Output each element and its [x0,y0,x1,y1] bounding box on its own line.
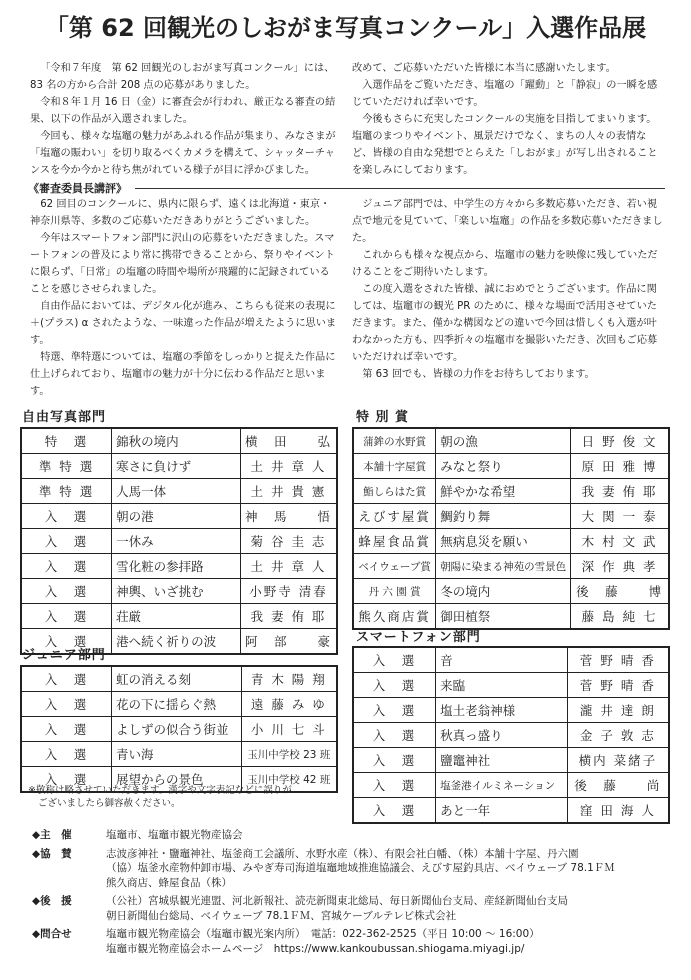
award-row [21,428,337,454]
photographer-name: 窪 田 海 人 [567,798,669,824]
award-row [353,529,669,554]
award-row [353,723,669,748]
award-rank: 本舗十字屋賞 [353,454,436,479]
info-row [32,847,672,891]
intro-paragraph: 令和８年１月 16 日（金）に審査会が行われ、厳正なる審査の結果、以下の作品が入選されました。 [30,97,336,125]
info-line: 志波彦神社・鹽竈神社、塩釜商工会議所、水野水産（株）、有限会社白幡、（株）本舗十字屋、丹六園 [106,847,579,860]
work-title: 錦秋の境内 [112,428,241,454]
award-rank: 入 選 [21,692,111,717]
photographer-name: 深 作 典 孝 [571,554,669,579]
photographer-name: 大 関 一 泰 [571,504,669,529]
review-paragraph: これからも様々な視点から、塩竈市の魅力を映像に残していただけることをご期待いたします。 [352,250,658,278]
photographer-name: 瀧 井 達 朗 [567,698,669,723]
award-row [353,428,669,454]
award-rank: 入 選 [21,666,111,692]
smartphone-table [352,646,670,824]
photographer-name: 菅 野 晴 香 [567,647,669,673]
photographer-name: 我 妻 侑 耶 [240,604,337,629]
info-value [106,927,672,956]
award-rank: 入 選 [21,629,112,655]
work-title: 音 [436,647,568,673]
special-category-heading: 特 別 賞 [356,410,410,425]
info-value [106,828,672,843]
photographer-name: 我 妻 侑 耶 [571,479,669,504]
photographer-name: 小野寺 清春 [240,579,337,604]
info-label: ◆主 催 [32,829,72,841]
work-title: 人馬一体 [112,479,241,504]
award-rank: 入 選 [21,717,111,742]
photographer-name: 横 田 弘 [240,428,337,454]
award-rank: 熊久商店賞 [353,604,436,630]
intro-paragraph: 改めて、ご応募いただいた皆様に本当に感謝いたします。 [352,63,616,74]
info-line: 塩竈市、塩竈市観光物産協会 [106,829,243,841]
page-title: 「第 62 回観光のしおがま写真コンクール」入選作品展 [44,14,647,42]
award-rank: 入 選 [21,579,112,604]
work-title: 荘厳 [112,604,241,629]
review-paragraph: 自由作品においては、デジタル化が進み、こちらも従来の表現に＋(プラス) α されたような、一味違った作品が増えたように思います。 [30,301,337,346]
info-line: （公社）宮城県観光連盟、河北新報社、読売新聞東北総局、毎日新聞仙台支局、産経新聞仙台支局 [106,895,568,907]
photographer-name: 神 馬 悟 [240,504,337,529]
photographer-name: 横内 菜緒子 [567,748,669,773]
award-row [21,604,337,629]
work-title: 朝の港 [112,504,241,529]
award-rank: 入 選 [21,604,112,629]
work-title: 御田植祭 [436,604,571,630]
award-row [353,647,669,673]
award-row [21,692,337,717]
work-title: 青い海 [111,742,241,767]
work-title: みなと祭り [436,454,571,479]
work-title: 来臨 [436,673,568,698]
review-paragraph: 62 回目のコンクールに、県内に限らず、遠くは北海道・東京・神奈川県等、多数のご応募いただきありがとうございました。 [30,199,331,227]
special-table [352,427,670,630]
award-rank: 準 特 選 [21,454,112,479]
work-title: 鹽竈神社 [436,748,568,773]
review-heading: 《審査委員長講評》 [28,182,127,195]
award-rank: 特 選 [21,428,112,454]
award-row [21,454,337,479]
intro-left [30,60,338,179]
work-title: よしずの似合う街並 [111,717,241,742]
award-rank: 入 選 [353,673,436,698]
review-paragraph: 第 63 回でも、皆様の力作をお待ちしております。 [362,369,595,380]
award-rank: 入 選 [353,798,436,824]
intro-paragraph: 「令和７年度 第 62 回観光のしおがま写真コンクール」には、83 名の方から合計 208 点の応募がありました。 [30,63,335,91]
work-title: 朝の漁 [436,428,571,454]
free-category-heading: 自由写真部門 [22,410,107,425]
photographer-name: 原 田 雅 博 [571,454,669,479]
award-row [353,554,669,579]
info-line: 朝日新聞仙台総局、ベイウェーブ 78.1ＦＭ、宮城ケーブルテレビ株式会社 [106,909,457,922]
work-title: 虹の消える刻 [111,666,241,692]
photographer-name: 藤 島 純 七 [571,604,669,630]
work-title: 朝陽に染まる神苑の雪景色 [436,554,571,579]
photographer-name: 土 井 章 人 [240,454,337,479]
award-row [21,666,337,692]
award-rank: 入 選 [21,742,111,767]
award-row [353,579,669,604]
photographer-name: 後 藤 尚 [567,773,669,798]
intro-paragraph: 今回も、様々な塩竈の魅力があふれる作品が集まり、みなさまが「塩竈の賑わい」を切り取るべくカメラを構えて、シャッターチャンスを今か今かと待ち焦がれている様子が目に浮かびました。 [30,131,336,176]
award-row [353,698,669,723]
review-paragraph: この度入選をされた皆様、誠におめでとうございます。作品に関しては、塩竈市の観光 PR のために、様々な場面で活用させていただきます。また、僅かな構図などの違いで今回は惜しくも入選が叶わなかった方も、四季折々の塩竈市を撮影いただき、次回もご応募いただければ幸いです。 [352,284,658,363]
info-label: ◆後 援 [32,895,72,907]
work-title: 一休み [112,529,241,554]
award-rank: 丹 六 園 賞 [353,579,436,604]
award-rank: 入 選 [21,504,112,529]
award-row [353,673,669,698]
award-rank: 入 選 [21,529,112,554]
award-row [353,454,669,479]
award-rank: ベイウェーブ賞 [353,554,436,579]
award-row [21,717,337,742]
award-rank: 蜂屋食品賞 [353,529,436,554]
divider [135,188,665,189]
note-line: ※敬称は略させていただきます。漢字や文字表記などに誤りが [28,785,292,796]
info-line: 塩竈市観光物産協会ホームページ https://www.kankoubussan.shiogama.miyagi.jp/ [106,942,525,955]
note-line: ございましたら御容赦ください。 [38,798,181,809]
review-paragraph: 特選、準特選については、塩竈の季節をしっかりと捉えた作品に仕上げられており、塩竈市の魅力が十分に伝わる作品だと思います。 [30,352,336,397]
info-line: （協）塩釜水産物仲卸市場、みやぎ寿司海道塩竈地域推進協議会、えびす屋釣具店、ベイウェーブ 78.1ＦＭ [106,862,615,874]
work-title: 雪化粧の参拝路 [112,554,241,579]
review-left [30,196,338,400]
photographer-name: 青 木 陽 翔 [241,666,337,692]
info-value [106,894,672,923]
info-value [106,847,672,891]
photographer-name: 菅 野 晴 香 [567,673,669,698]
work-title: 神輿、いざ挑む [112,579,241,604]
info-line: 熊久商店、蜂屋食品（株） [106,876,232,889]
info-row [32,894,672,923]
info-row [32,828,672,843]
work-title: 鮮やかな希望 [436,479,571,504]
award-row [21,579,337,604]
award-rank: 入 選 [353,773,436,798]
junior-table [20,665,338,793]
work-title: 塩土老翁神様 [436,698,568,723]
photographer-name: 日 野 俊 文 [571,428,669,454]
work-title: 塩釜港イルミネーション [436,773,568,798]
photographer-name: 木 村 文 武 [571,529,669,554]
award-row [353,773,669,798]
photographer-name: 土 井 貴 憲 [240,479,337,504]
junior-category-heading: ジュニア部門 [22,648,106,663]
intro-right [352,60,664,179]
note [28,784,292,810]
award-row [21,529,337,554]
review-paragraph: 今年はスマートフォン部門に沢山の応募をいただきました。スマートフォンの普及により常に携帯できることから、祭りやイベントに限らず、「日常」の塩竈の時間や場所が飛躍的に記録されていることを感じさせられました。 [30,233,335,295]
info-line: 塩竈市観光物産協会（塩竈市観光案内所） 電話：022-362-2525（平日 10:00 ～ 16:00） [106,928,540,940]
photographer-name: 玉川中学校 23 班 [241,742,337,767]
award-row [21,479,337,504]
award-row [21,504,337,529]
award-row [21,554,337,579]
work-title: 無病息災を願い [436,529,571,554]
review-paragraph: ジュニア部門では、中学生の方々から多数応募いただき、若い視点で地元を見ていて、「楽しい塩竈」の作品を多数応募いただきました。 [352,199,663,244]
award-row [353,798,669,824]
review-right [352,196,664,383]
work-title: 冬の境内 [436,579,571,604]
award-rank: えびす屋賞 [353,504,436,529]
award-rank: 入 選 [353,723,436,748]
photographer-name: 金 子 敦 志 [567,723,669,748]
award-rank: 準 特 選 [21,479,112,504]
award-rank: 蒲鉾の水野賞 [353,428,436,454]
work-title: 鯛釣り舞 [436,504,571,529]
info-label: ◆問合せ [32,928,72,940]
photographer-name: 遠 藤 み ゆ [241,692,337,717]
photographer-name: 小 川 七 斗 [241,717,337,742]
award-row [353,748,669,773]
award-row [21,742,337,767]
event-info [32,828,672,960]
photographer-name: 菊 谷 圭 志 [240,529,337,554]
intro-paragraph: 今後もさらに充実したコンクールの実施を目指してまいります。塩竈のまつりやイベント、風景だけでなく、まちの人々の表情など、皆様の自由な発想でとらえた「しおがま」が写し出されることを楽しみにしております。 [352,114,658,176]
photographer-name: 土 井 章 人 [240,554,337,579]
intro-paragraph: 入選作品をご覧いただき、塩竈の「躍動」と「静寂」の一瞬を感じていただければ幸いです。 [352,80,658,108]
award-rank: 入 選 [21,554,112,579]
photographer-name: 玉川中学校 42 班 [241,767,337,793]
award-rank: 入 選 [353,647,436,673]
photographer-name: 阿 部 豪 [240,629,337,655]
photographer-name: 後 藤 博 [571,579,669,604]
free-table [20,427,338,655]
award-rank: 入 選 [353,698,436,723]
award-rank: 入 選 [21,767,111,793]
smartphone-category-heading: スマートフォン部門 [356,630,481,645]
award-row [353,504,669,529]
work-title: 寒さに負けず [112,454,241,479]
award-row [353,479,669,504]
award-rank: 鮨しらはた賞 [353,479,436,504]
work-title: 港へ続く祈りの波 [112,629,241,655]
info-row [32,927,672,956]
work-title: 花の下に揺らぐ熱 [111,692,241,717]
work-title: 展望からの景色 [111,767,241,793]
award-rank: 入 選 [353,748,436,773]
work-title: 秋真っ盛り [436,723,568,748]
info-label: ◆協 賛 [32,847,72,860]
work-title: あと一年 [436,798,568,824]
